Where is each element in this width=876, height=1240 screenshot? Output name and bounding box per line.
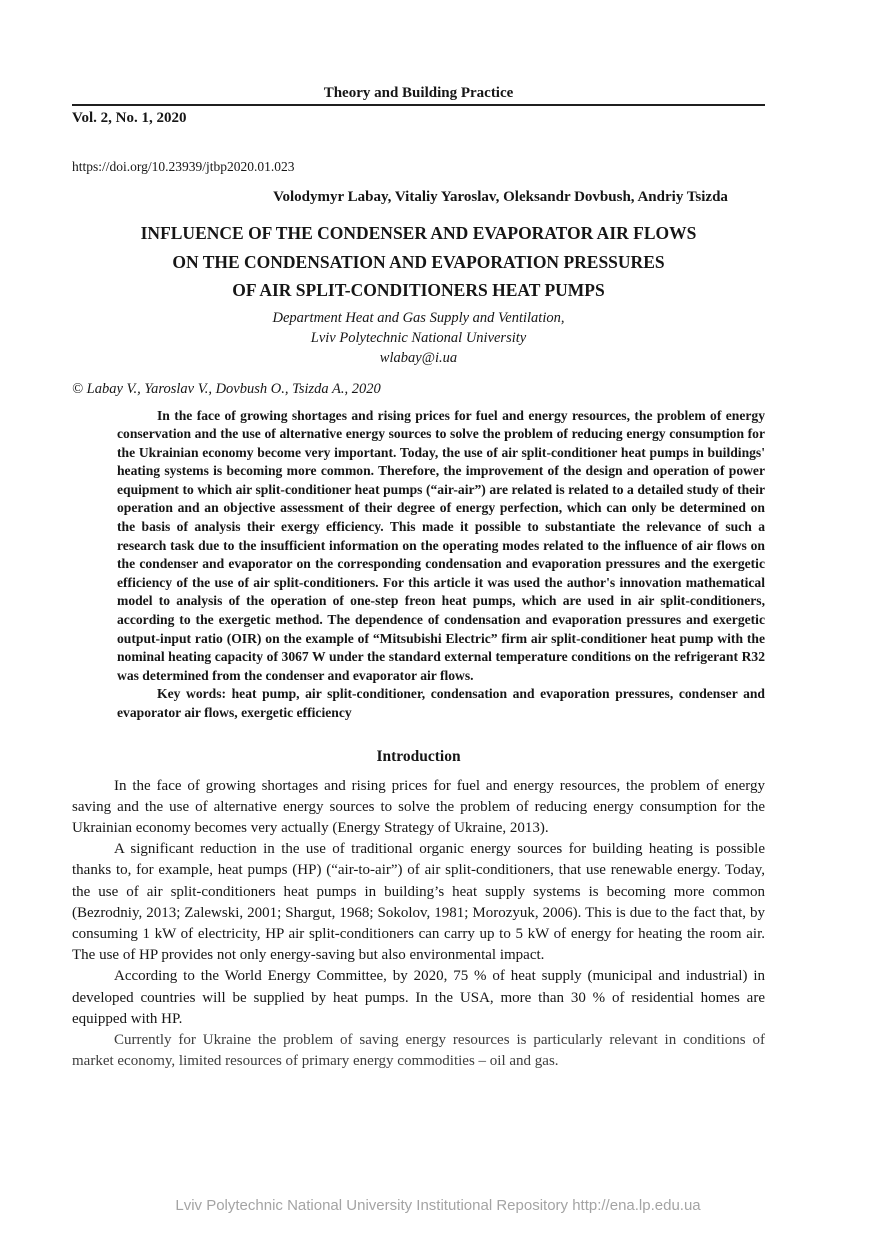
article-title-line-2: ON THE CONDENSATION AND EVAPORATION PRESSURES	[172, 251, 665, 272]
volume-issue-line: Vol. 2, No. 1, 2020	[72, 110, 187, 126]
article-title-line-3: OF AIR SPLIT-CONDITIONERS HEAT PUMPS	[232, 280, 605, 300]
affiliation-email: wlabay@i.ua	[379, 349, 458, 366]
affiliation-university: Lviv Polytechnic National University	[310, 329, 527, 346]
authors-line: Volodymyr Labay, Vitaliy Yaroslav, Oleksandr Dovbush, Andriy Tsizda	[273, 189, 728, 205]
abstract-paragraph: In the face of growing shortages and rising prices for fuel and energy resources, the problem of energy conservation and the use of alternative energy sources to solve the problem of reducing energy consumption for the Ukrainian economy become very important. Today, the use of air split-conditioner heat pumps in buildings' heating systems is becoming more common. Therefore, the improvement of the design and operation of power equipment to which air split-conditioner heat pumps (“air-air”) are related is related to a detailed study of their operation and an objective assessment of their degree of energy perfection, which can only be determined on the basis of analysis their exergy efficiency. This made it possible to substantiate the relevance of such a research task due to the insufficient information on the operating modes related to the influence of air flows on the condenser and evaporator on the corresponding condensation and evaporation pressures and the exergetic efficiency of the use of air split-conditioners. For this article it was used the author's innovation mathematical model to analysis of the operation of one-step freon heat pumps, which are used in air split-conditioners, according to the exergetic method. The dependence of condensation and evaporation pressures and exergetic output-input ratio (OIR) on the example of “Mitsubishi Electric” firm air split-conditioner heat pump with the nominal heating capacity of 3067 W under the standard external temperature conditions on the refrigerant R32 was determined from the condenser and evaporator air flows.	[117, 407, 765, 683]
header-rule	[72, 104, 765, 106]
page-content	[72, 84, 765, 1072]
intro-paragraph-1: In the face of growing shortages and rising prices for fuel and energy resources, the problem of energy saving and the use of alternative energy sources to solve the problem of reducing energy consumption for the Ukrainian economy becomes very actually (Energy Strategy of Ukraine, 2013).	[72, 777, 765, 836]
journal-title: Theory and Building Practice	[323, 85, 514, 101]
article-title	[72, 219, 765, 305]
affiliation-department: Department Heat and Gas Supply and Ventilation,	[272, 309, 565, 326]
affiliation-block	[72, 308, 765, 368]
doi-text: https://doi.org/10.23939/jtbp2020.01.023	[72, 159, 295, 174]
copyright-line: © Labay V., Yaroslav V., Dovbush O., Tsizda A., 2020	[72, 380, 381, 397]
article-title-line-1: INFLUENCE OF THE CONDENSER AND EVAPORATOR AIR FLOWS	[140, 223, 697, 243]
repository-footer: Lviv Polytechnic National University Institutional Repository http://ena.lp.edu.ua	[175, 1197, 701, 1214]
section-heading-introduction: Introduction	[376, 747, 461, 765]
intro-paragraph-2: A significant reduction in the use of traditional organic energy sources for building heating is possible thanks to, for example, heat pumps (HP) (“air-to-air”) of air split-conditioners, that use renewable energy. Today, the use of air split-conditioners heat pumps in building’s heat supply systems is becoming more common (Bezrodniy, 2013; Zalewski, 2001; Shargut, 1968; Sokolov, 1981; Morozyuk, 2006). This is due to the fact that, by consuming 1 kW of electricity, HP air split-conditioners can carry up to 5 kW of energy for heating the room air. The use of HP provides not only energy-saving but also environmental impact.	[72, 841, 765, 964]
intro-paragraph-4: Currently for Ukraine the problem of saving energy resources is particularly relevant in conditions of market economy, limited resources of primary energy commodities – oil and gas.	[72, 1032, 765, 1070]
intro-paragraph-3: According to the World Energy Committee, by 2020, 75 % of heat supply (municipal and industrial) in developed countries will be supplied by heat pumps. In the USA, more than 30 % of residential homes are equipped with HP.	[72, 968, 765, 1027]
keywords-paragraph: Key words: heat pump, air split-conditioner, condensation and evaporation pressures, condenser and evaporator air flows, exergetic efficiency	[117, 686, 765, 720]
